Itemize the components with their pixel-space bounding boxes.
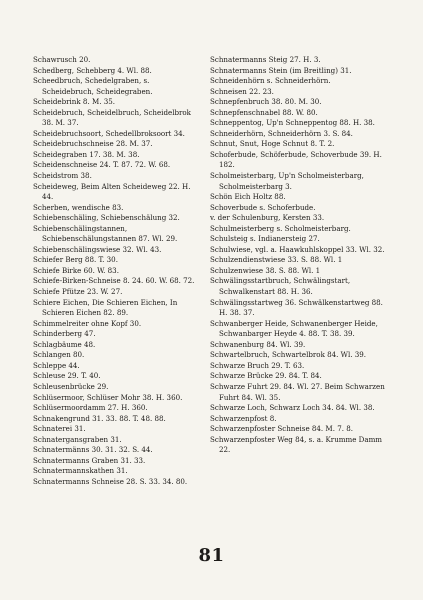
index-entry: Schnatermannskathen 31.	[33, 466, 128, 476]
index-entry: Schedberg, Schebberg 4. Wl. 88.	[33, 65, 152, 75]
index-entry: Scheidebruch, Scheidelbruch, Scheidelbrok 38. M. 37.	[33, 107, 191, 128]
index-entry: Scholmeisterbarg, Up'n Scholmeisterbarg, Scholmeisterbarg 3.	[210, 171, 364, 191]
index-entry: Schwartelbruch, Schwartelbrok 84. Wl. 39.	[210, 350, 367, 360]
index-entry: Schiefe Pfütze 23. W. 27.	[33, 287, 123, 297]
index-entry: Schiere Eichen, Die Schieren Eichen, In Schieren Eichen 82. 89.	[33, 297, 178, 318]
index-entry: Schiebenschälingswiese 32. Wl. 43.	[33, 244, 162, 254]
index-entry: Schimmelreiter ohne Kopf 30.	[33, 318, 142, 328]
index-entry: Schleuse 29. T. 40.	[33, 371, 101, 381]
index-entry: Schwarzenpfoster Schneise 84. M. 7. 8.	[210, 424, 354, 434]
index-entry: Schnut, Snut, Hoge Schnut 8. T. 2.	[210, 139, 335, 149]
index-entry: Schulzenwiese 38. S. 88. Wl. 1	[210, 265, 321, 275]
index-entry: Schwarze Fuhrt 29. 84. Wl. 27. Beim Schwarzen Fuhrt 84. Wl. 35.	[210, 381, 385, 402]
index-entry: Schiefe-Birken-Schneise 8. 24. 60. W. 68. 72.	[33, 276, 195, 286]
index-entry: Scheidebrink 8. M. 35.	[33, 97, 116, 107]
index-entry: Schulwiese, vgl. a. Haawkuhlskoppel 33. Wl. 32.	[210, 244, 385, 254]
index-entry: v. der Schulenburg, Kersten 33.	[210, 213, 325, 223]
index-entry: Schlüsermoor, Schlüser Mohr 38. H. 360.	[33, 392, 183, 402]
index-entry: Schoverbude s. Schoferbude.	[210, 202, 316, 212]
index-entry: Schiebenschäling, Schiebenschälung 32.	[33, 213, 180, 223]
index-entry: Schawrusch 20.	[33, 55, 91, 64]
index-entry: Schwarze Brücke 29. 84. T. 84.	[210, 371, 322, 381]
page-number: 81	[198, 545, 225, 566]
index-entry: Schlangen 80.	[33, 350, 85, 360]
index-entry: Scheidebruchsoort, Schedellbroksoort 34.	[33, 128, 185, 138]
index-entry: Schulzendienstwiese 33. S. 88. Wl. 1	[210, 255, 343, 265]
index-entry: Schlagbäume 48.	[33, 339, 96, 349]
index-entry: Schwarze Bruch 29. T. 63.	[210, 360, 305, 370]
index-entry: Schiefe Birke 60. W. 83.	[33, 265, 119, 275]
index-entry: Schlüsermoordamm 27. H. 360.	[33, 403, 148, 413]
index-entry: Scheedbruch, Schedelgraben, s. Scheidebruch, Scheidegraben.	[33, 76, 153, 96]
index-entry: Schleppe 44.	[33, 360, 80, 370]
index-entry: Schoferbude, Schöferbude, Schoverbude 39. H. 182.	[210, 149, 382, 170]
index-entry: Schwälingsstartbruch, Schwälingstart, Schwalkenstart 88. H. 36.	[210, 276, 351, 297]
index-entry: Schwanenburg 84. Wl. 39.	[210, 339, 306, 349]
index-entry: Schwanberger Heide, Schwanenberger Heide, Schwanbarger Heyde 4. 88. T. 38. 39.	[210, 318, 378, 339]
index-entry: Schnatermänns 30. 31. 32. S. 44.	[33, 445, 153, 455]
index-entry: Scheideweg, Beim Alten Scheideweg 22. H. 44.	[33, 181, 191, 202]
index-entry: Scheidegraben 17. 38. M. 38.	[33, 149, 140, 159]
index-entry: Scheidenschneise 24. T. 87. 72. W. 68.	[33, 160, 171, 170]
index-entry: Schnatermanns Stein (im Breitling) 31.	[210, 65, 352, 75]
index-entry: Scheidstrom 38.	[33, 171, 92, 181]
index-entry: Schnatermanns Graben 31. 33.	[33, 455, 146, 465]
index-entry: Schneppentog, Up'n Schneppentog 88. H. 38.	[210, 118, 375, 128]
index-entry: Schneidenhörn s. Schneiderhörn.	[210, 76, 331, 86]
index-column-left	[33, 55, 201, 487]
index-entry: Schneiderhörn, Schneiderhörn 3. S. 84.	[210, 128, 353, 138]
index-entry: Schneisen 22. 23.	[210, 86, 274, 96]
index-entry: Scherben, wendische 83.	[33, 202, 124, 212]
index-entry: Schiefer Berg 88. T. 30.	[33, 255, 118, 265]
index-entry: Schulsteig s. Indianersteig 27.	[210, 234, 320, 244]
index-entry: Schnepfenschnabel 88. W. 80.	[210, 107, 318, 117]
index-entry: Schnatermanns Steig 27. H. 3.	[210, 55, 321, 64]
index-entry: Schwarzenpfoster Weg 84, s. a. Krumme Damm 22.	[210, 434, 383, 455]
index-entry: Schulmeisterberg s. Scholmeisterbarg.	[210, 223, 351, 233]
index-entry: Schnepfenbruch 38. 80. M. 30.	[210, 97, 322, 107]
index-entry: Scheidebruchschneise 28. M. 37.	[33, 139, 153, 149]
index-entry: Schinderberg 47.	[33, 329, 96, 339]
index-entry: Schnaterei 31.	[33, 424, 86, 434]
index-entry: Schön Eich Holtz 88.	[210, 192, 286, 202]
index-entry: Schwälingsstartweg 36. Schwälkenstartweg 88. H. 38. 37.	[210, 297, 383, 318]
index-entry: Schnatergansgraben 31.	[33, 434, 122, 444]
index-entry: Schwarze Loch, Schwarz Loch 34. 84. Wl. 38.	[210, 403, 375, 413]
index-column-right	[210, 55, 387, 456]
index-entry: Schnatermanns Schneise 28. S. 33. 34. 80.	[33, 476, 188, 486]
index-entry: Schiebenschälingstannen, Schiebenschälungstannen 87. Wl. 29.	[33, 223, 178, 244]
index-entry: Schwarzenpfost 8.	[210, 413, 277, 423]
index-entry: Schleusenbrücke 29.	[33, 381, 109, 391]
index-entry: Schnakengrund 31. 33. 88. T. 48. 88.	[33, 413, 166, 423]
